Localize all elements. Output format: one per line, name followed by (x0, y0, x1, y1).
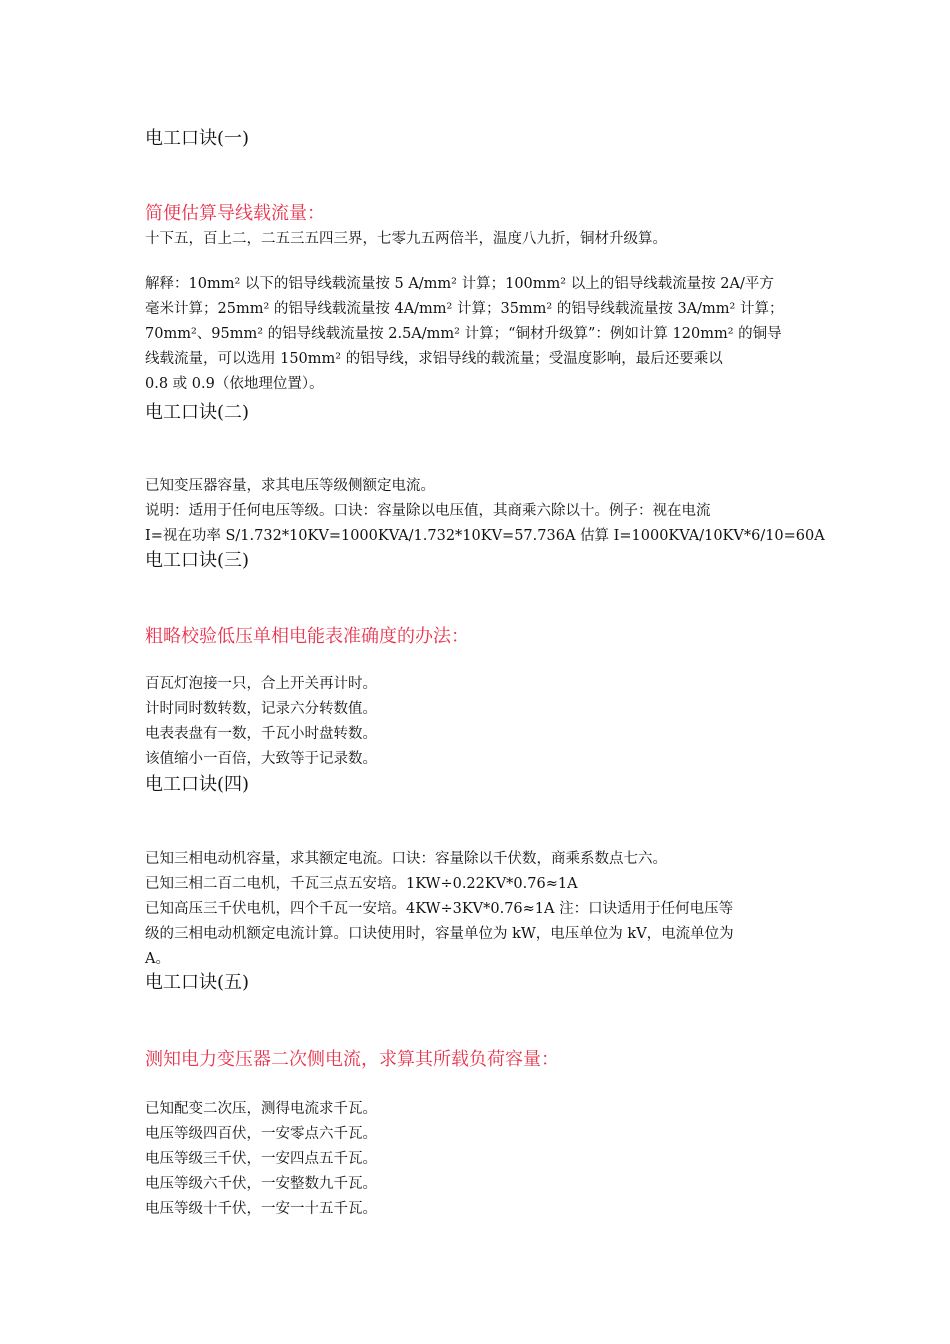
section-3-title: 电工口诀(三) (145, 550, 250, 571)
section-2-title: 电工口诀(二) (145, 402, 250, 423)
section-5-body (145, 1097, 810, 1222)
body-line: 已知高压三千伏电机，四个千瓦一安培。4KW÷3KV*0.76≈1A 注：口诀适用于任何电压等 (145, 901, 734, 917)
section-1-subtitle: 简便估算导线载流量： (145, 203, 325, 224)
body-line: 已知配变二次压，测得电流求千瓦。 (145, 1101, 377, 1117)
body-line: 该值缩小一百倍，大致等于记录数。 (145, 751, 377, 767)
section-5-title: 电工口诀(五) (145, 972, 250, 993)
body-line: 电压等级四百伏，一安零点六千瓦。 (145, 1126, 377, 1142)
section-2-body (145, 474, 825, 549)
body-line: 电表表盘有一数，千瓦小时盘转数。 (145, 726, 377, 742)
section-1-title: 电工口诀(一) (145, 128, 250, 149)
explain-line: 线载流量，可以选用 150mm² 的铝导线，求铝导线的载流量；受温度影响，最后还要乘以 (145, 351, 723, 367)
explain-line: 70mm²、95mm² 的铝导线载流量按 2.5A/mm² 计算；“铜材升级算”：例如计算 120mm² 的铜导 (145, 326, 782, 342)
section-1-verse: 十下五，百上二，二五三五四三界，七零九五两倍半，温度八九折，铜材升级算。 (145, 231, 667, 247)
section-5-subtitle: 测知电力变压器二次侧电流，求算其所载负荷容量： (145, 1049, 559, 1070)
body-line: 百瓦灯泡接一只，合上开关再计时。 (145, 676, 377, 692)
explain-line: 解释：10mm² 以下的铝导线载流量按 5 A/mm² 计算；100mm² 以上的铝导线载流量按 2A/平方 (145, 276, 774, 292)
body-line: I=视在功率 S/1.732*10KV=1000KVA/1.732*10KV=57.736A 估算 I=1000KVA/10KV*6/10=60A (145, 528, 825, 544)
section-4-body (145, 847, 810, 972)
body-line: 说明：适用于任何电压等级。口诀：容量除以电压值，其商乘六除以十。例子：视在电流 (145, 503, 711, 519)
section-4-title: 电工口诀(四) (145, 774, 250, 795)
section-3-subtitle: 粗略校验低压单相电能表准确度的办法： (145, 626, 469, 647)
body-line: 电压等级六千伏，一安整数九千瓦。 (145, 1176, 377, 1192)
body-line: A。 (145, 951, 170, 967)
body-line: 计时同时数转数，记录六分转数值。 (145, 701, 377, 717)
section-3-body (145, 672, 810, 772)
section-1-explanation (145, 272, 810, 397)
explain-line: 0.8 或 0.9（依地理位置）。 (145, 376, 324, 392)
explain-line: 毫米计算；25mm² 的铝导线载流量按 4A/mm² 计算；35mm² 的铝导线载流量按 3A/mm² 计算； (145, 301, 784, 317)
body-line: 电压等级十千伏，一安一十五千瓦。 (145, 1201, 377, 1217)
body-line: 已知变压器容量，求其电压等级侧额定电流。 (145, 478, 435, 494)
body-line: 电压等级三千伏，一安四点五千瓦。 (145, 1151, 377, 1167)
body-line: 已知三相电动机容量，求其额定电流。口诀：容量除以千伏数，商乘系数点七六。 (145, 851, 667, 867)
body-line: 级的三相电动机额定电流计算。口诀使用时，容量单位为 kW，电压单位为 kV，电流单位为 (145, 926, 734, 942)
body-line: 已知三相二百二电机，千瓦三点五安培。1KW÷0.22KV*0.76≈1A (145, 876, 578, 892)
